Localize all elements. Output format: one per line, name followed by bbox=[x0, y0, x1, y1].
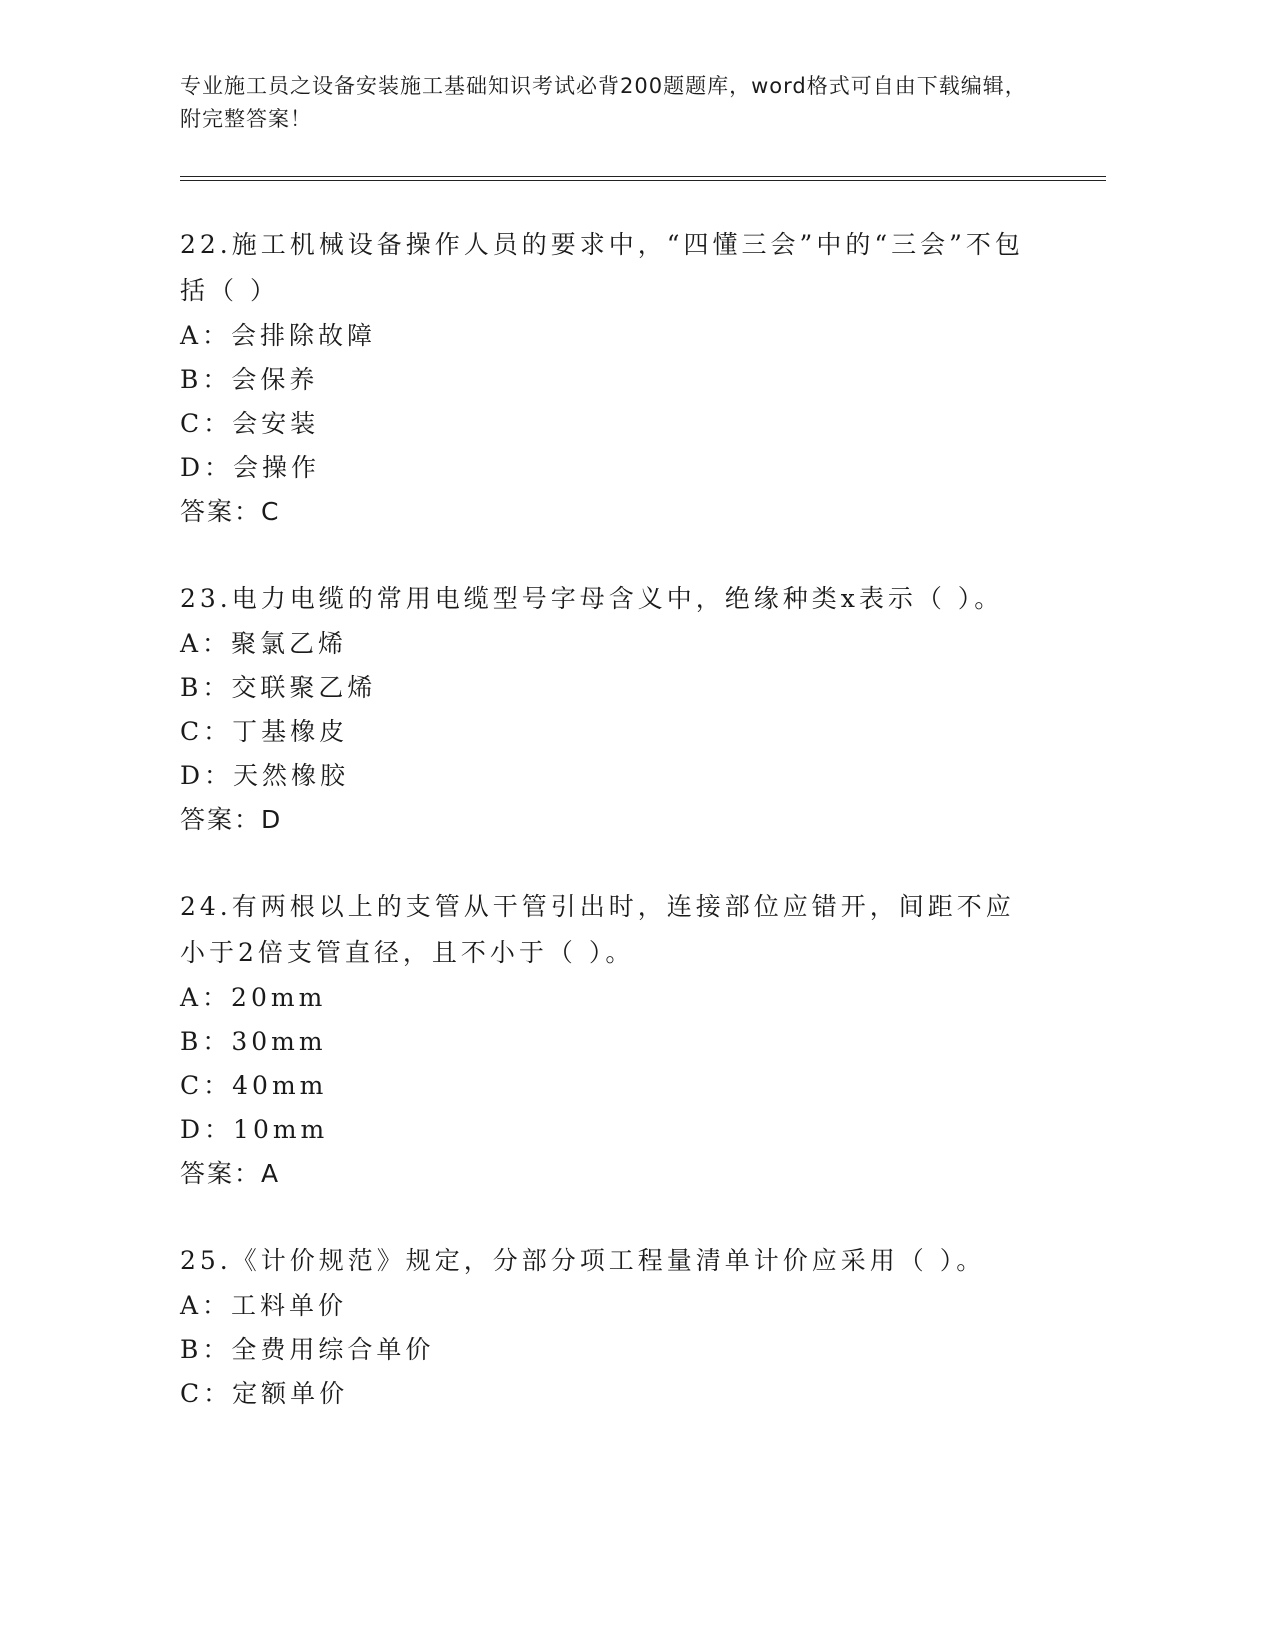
option-d: D：会操作 bbox=[180, 453, 321, 482]
option-b: B：会保养 bbox=[180, 365, 319, 394]
question-23 bbox=[180, 576, 1040, 842]
question-stem: 24.有两根以上的支管从干管引出时，连接部位应错开，间距不应小于2倍支管直径，且不小于（ ）。 bbox=[180, 892, 1015, 967]
option-a: A：会排除故障 bbox=[180, 321, 377, 350]
answer: 答案：C bbox=[180, 497, 281, 526]
document-header bbox=[180, 70, 1040, 136]
question-stem: 25.《计价规范》规定，分部分项工程量清单计价应采用（ ）。 bbox=[180, 1246, 986, 1275]
answer: 答案：A bbox=[180, 1159, 281, 1188]
option-c: C：40mm bbox=[180, 1071, 328, 1100]
question-24 bbox=[180, 884, 1040, 1196]
option-a: A：20mm bbox=[180, 983, 327, 1012]
option-a: A：工料单价 bbox=[180, 1291, 348, 1320]
option-a: A：聚氯乙烯 bbox=[180, 629, 348, 658]
option-d: D：10mm bbox=[180, 1115, 329, 1144]
question-25 bbox=[180, 1238, 1040, 1416]
answer: 答案：D bbox=[180, 805, 283, 834]
document-title: 专业施工员之设备安装施工基础知识考试必背200题题库，word格式可自由下载编辑，附完整答案！ bbox=[180, 74, 1027, 131]
question-22 bbox=[180, 222, 1040, 534]
header-divider bbox=[180, 176, 1106, 181]
question-list bbox=[180, 222, 1040, 1458]
option-d: D：天然橡胶 bbox=[180, 761, 350, 790]
option-c: C：丁基橡皮 bbox=[180, 717, 349, 746]
question-stem: 23.电力电缆的常用电缆型号字母含义中，绝缘种类x表示（ ）。 bbox=[180, 584, 1004, 613]
option-b: B：全费用综合单价 bbox=[180, 1335, 435, 1364]
option-c: C：会安装 bbox=[180, 409, 320, 438]
option-b: B：30mm bbox=[180, 1027, 327, 1056]
question-stem: 22.施工机械设备操作人员的要求中，“四懂三会”中的“三会”不包括（ ） bbox=[180, 230, 1024, 305]
option-c: C：定额单价 bbox=[180, 1379, 349, 1408]
option-b: B：交联聚乙烯 bbox=[180, 673, 377, 702]
